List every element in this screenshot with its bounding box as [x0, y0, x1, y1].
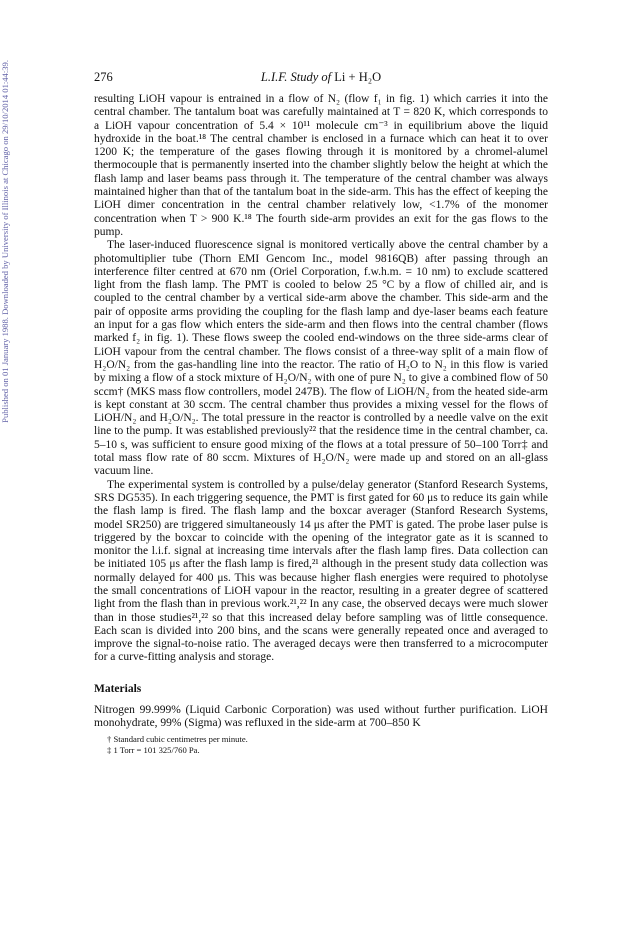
paragraph: resulting LiOH vapour is entrained in a flow of N₂ (flow f₁ in fig. 1) which carries it into the central chamber. The tantalum boat was carefully maintained at T = 820 K, which corresponds to a LiOH vapour concentration of 5.4 × 10¹¹ molecule cm⁻³ in equilibrium above the liquid hydroxide in the boat.¹⁸ The central chamber is enclosed in a furnace which can heat it to over 1200 K; the temperature of the gases flowing through it is monitored by a chromel-alumel thermocouple that is permanently inserted into the chamber slightly below the height at which the flash lamp and laser beams pass through it. The temperature of the central chamber was always maintained higher than that of the tantalum boat in the side-arm. This has the effect of keeping the LiOH dimer concentration in the central chamber relatively low, <1.7% of the monomer concentration when T > 900 K.¹⁸ The fourth side-arm provides an exit for the gas flows to the pump. [94, 93, 548, 238]
footnote: ‡ 1 Torr = 101 325/760 Pa. [107, 745, 200, 756]
download-notice [0, 60, 20, 700]
running-title-italic: L.I.F. Study of [260, 70, 332, 84]
paragraph: The laser-induced fluorescence signal is monitored vertically above the central chamber by a photomultiplier tube (Thorn EMI Gencom Inc., model 9816QB) after passing through an interference filter centred at 670 nm (Oriel Corporation, f.w.h.m. = 10 nm) to exclude scattered light from the flash lamp. The PMT is cooled to below 25 °C by a flow of chilled air, and is coupled to the central chamber by a vertical side-arm above the chamber. This side-arm and the pair of opposite arms providing the coupling for the flash lamp and dye-laser beams each feature an input for a gas flow which enters the side-arm and then flows into the central chamber (flows marked f₂ in fig. 1). These flows sweep the cooled end-windows on the three side-arms clear of LiOH vapour from the central chamber. The flows consist of a three-way split of a main flow of H₂O/N₂ from the gas-handling line into the reactor. The ratio of H₂O to N₂ in this flow is varied by mixing a flow of a stock mixture of H₂O/N₂ with one of pure N₂ to give a combined flow of 50 sccm† (MKS mass flow controllers, model 247B). The flow of LiOH/N₂ from the heated side-arm is kept constant at 30 sccm. The central chamber thus provides a mixing vessel for the flows of LiOH/N₂ and H₂O/N₂. The total pressure in the reactor is controlled by a needle valve on the exit line to the pump. It was established previously²² that the residence time in the central chamber, ca. 5–10 s, was sufficient to ensure good mixing of the flows at a total pressure of 50–100 Torr‡ and total mass flow rate of 80 sccm. Mixtures of H₂O/N₂ were made up and stored on an all-glass vacuum line. [94, 239, 548, 478]
footnotes [94, 734, 548, 756]
footnote: † Standard cubic centimetres per minute. [107, 734, 248, 745]
download-notice-text: Published on 01 January 1988. Downloaded by University of Illinois at Chicago on 29/10/2014 01:44:39. [0, 60, 10, 423]
article-body [94, 93, 548, 756]
paragraph: Nitrogen 99.999% (Liquid Carbonic Corporation) was used without further purification. LiOH monohydrate, 99% (Sigma) was refluxed in the side-arm at 700–850 K [94, 703, 548, 730]
paragraph: The experimental system is controlled by a pulse/delay generator (Stanford Research Systems, SRS DG535). In each triggering sequence, the PMT is first gated for 60 μs to reduce its gain while the flash lamp is fired. The flash lamp and the boxcar averager (Stanford Research Systems, model SR250) are triggered simultaneously 14 μs after the PMT is gated. The probe laser pulse is triggered by the boxcar to coincide with the opening of the integrator gate as it is scanned to monitor the l.i.f. signal at increasing time intervals after the flash lamp fires. Data collection can be initiated 105 μs after the flash lamp is fired,²¹ although in the present study data collection was normally delayed for 400 μs. This was because higher flash energies were required to photolyse the small concentrations of LiOH vapour in the reactor, resulting in a greater degree of scattered light from the flash than in previous work.²¹,²² In any case, the observed decays were much slower than in those studies²¹,²² so that this increased delay before sampling was of little consequence. Each scan is divided into 200 bins, and the scans were generally repeated once and averaged to improve the signal-to-noise ratio. The averaged decays were then transferred to a microcomputer for a curve-fitting analysis and storage. [94, 478, 548, 664]
page-number: 276 [94, 70, 113, 84]
running-title-rest: Li + H₂O [331, 70, 382, 84]
page-header [94, 70, 548, 86]
section-heading: Materials [94, 682, 142, 695]
running-title [94, 70, 548, 85]
